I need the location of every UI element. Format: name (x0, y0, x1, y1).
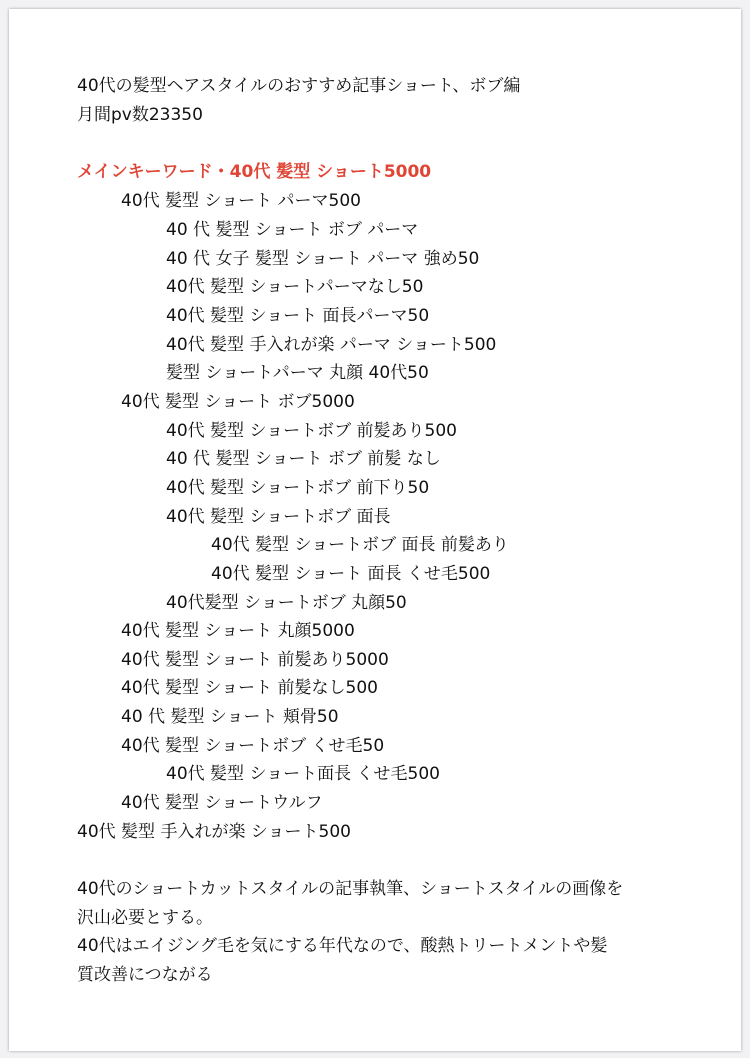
document-page (9, 9, 741, 1051)
monthly-pv: 月間pv数23350 (77, 105, 203, 125)
keyword-line: 40代 髪型 ショート 面長パーマ50 (166, 306, 430, 326)
note-line: 沢山必要とする。 (77, 908, 213, 928)
note-line: 40代はエイジング毛を気にする年代なので、酸熱トリートメントや髪 (77, 936, 608, 956)
keyword-line: 髪型 ショートパーマ 丸顔 40代50 (166, 363, 429, 383)
keyword-line: 40 代 髪型 ショート 頬骨50 (121, 707, 339, 727)
keyword-line: 40 代 女子 髪型 ショート パーマ 強め50 (166, 249, 480, 269)
keyword-line: 40 代 髪型 ショート ボブ パーマ (166, 220, 419, 240)
keyword-line: 40代 髪型 ショートパーマなし50 (166, 277, 424, 297)
keyword-line: 40代 髪型 ショートボブ 面長 (166, 507, 391, 527)
keyword-line: 40 代 髪型 ショート ボブ 前髪 なし (166, 449, 441, 469)
main-keyword-heading: メインキーワード・40代 髪型 ショート5000 (77, 162, 432, 182)
keyword-line: 40代 髪型 ショート 前髪あり5000 (121, 650, 389, 670)
note-line: 40代のショートカットスタイルの記事執筆、ショートスタイルの画像を (77, 879, 624, 899)
keyword-line: 40代 髪型 ショート 前髪なし500 (121, 678, 378, 698)
keyword-line: 40代 髪型 手入れが楽 ショート500 (77, 822, 351, 842)
keyword-line: 40代 髪型 ショート パーマ500 (121, 191, 361, 211)
keyword-line: 40代 髪型 ショート面長 くせ毛500 (166, 764, 440, 784)
keyword-line: 40代髪型 ショートボブ 丸顔50 (166, 593, 407, 613)
keyword-line: 40代 髪型 ショート ボブ5000 (121, 392, 355, 412)
keyword-line: 40代 髪型 ショートボブ 前髪あり500 (166, 421, 457, 441)
keyword-line: 40代 髪型 ショートボブ くせ毛50 (121, 736, 385, 756)
note-line: 質改善につながる (77, 965, 213, 985)
keyword-line: 40代 髪型 ショートウルフ (121, 793, 323, 813)
keyword-line: 40代 髪型 手入れが楽 パーマ ショート500 (166, 335, 497, 355)
keyword-line: 40代 髪型 ショート 丸顔5000 (121, 621, 355, 641)
keyword-line: 40代 髪型 ショートボブ 前下り50 (166, 478, 430, 498)
document-title: 40代の髪型ヘアスタイルのおすすめ記事ショート、ボブ編 (77, 76, 521, 96)
keyword-line: 40代 髪型 ショートボブ 面長 前髪あり (211, 535, 509, 555)
keyword-line: 40代 髪型 ショート 面長 くせ毛500 (211, 564, 491, 584)
